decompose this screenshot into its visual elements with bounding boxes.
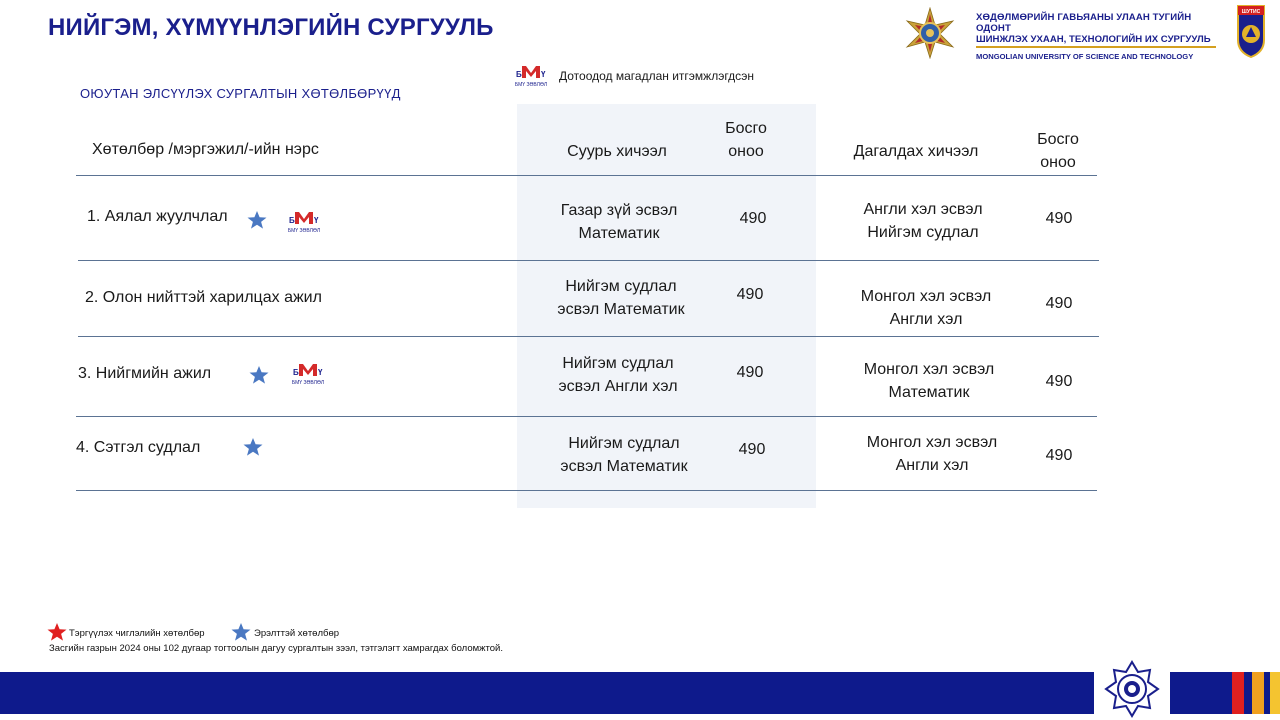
legend-demand-label: Эрэлттэй хөтөлбөр [254, 628, 340, 639]
header-threshold-2-line2: оноо [1040, 154, 1076, 171]
header-threshold-1 [706, 117, 786, 163]
row-1-sec-line2: Нийгэм судлал [867, 224, 979, 241]
row-3-base-line2: эсвэл Англи хэл [558, 378, 678, 395]
row-1-score-1: 490 [739, 210, 767, 227]
row-2-secondary-subject [846, 285, 1006, 331]
row-3-program: 3. Нийгмийн ажил [78, 365, 212, 382]
header-threshold-1-line1: Босго [725, 120, 767, 137]
row-1-base-subject [535, 199, 703, 245]
svg-text:БМҮ ЗӨВЛӨЛ: БМҮ ЗӨВЛӨЛ [291, 380, 325, 386]
row-1-base-line1: Газар зүй эсвэл [560, 202, 678, 219]
header-program: Хөтөлбөр /мэргэжил/-ийн нэрс [92, 141, 319, 158]
svg-text:БМҮ ЗӨВЛӨЛ: БМҮ ЗӨВЛӨЛ [514, 82, 548, 88]
header-base-subject: Суурь хичээл [567, 143, 667, 160]
accreditation-logo-icon [290, 362, 326, 386]
row-4-secondary-subject [852, 431, 1012, 477]
star-blue-icon [249, 365, 269, 385]
order-medal-icon [904, 7, 956, 59]
footer-stripe-red [1232, 672, 1244, 714]
footer-note: Засгийн газрын 2024 оны 102 дугаар тогтоолын дагуу сургалтын зээл, тэтгэлэгт хамрагдах боломжтой. [49, 643, 503, 654]
university-name-line2: ШИНЖЛЭХ УХААН, ТЕХНОЛОГИЙН ИХ СУРГУУЛЬ [976, 34, 1211, 45]
row-3-score-1: 490 [736, 364, 764, 381]
row-4-base-line2: эсвэл Математик [560, 458, 688, 475]
row-3-score-2: 490 [1045, 373, 1073, 390]
footer-bar [0, 672, 1280, 714]
svg-text:Ү: Ү [318, 368, 323, 377]
row-1-secondary-subject [843, 198, 1003, 244]
svg-text:Ү: Ү [541, 70, 546, 79]
row-4-sec-line2: Англи хэл [895, 457, 969, 474]
accreditation-logo-icon [513, 64, 549, 88]
svg-text:Б: Б [293, 368, 299, 377]
table-divider [76, 175, 1097, 176]
footer-stripe-yellow [1270, 672, 1280, 714]
table-divider [76, 490, 1097, 491]
row-4-base-line1: Нийгэм судлал [568, 435, 680, 452]
legend-priority-label: Тэргүүлэх чиглэлийн хөтөлбөр [69, 628, 205, 639]
row-2-base-subject [537, 275, 705, 321]
svg-text:БМҮ ЗӨВЛӨЛ: БМҮ ЗӨВЛӨЛ [287, 228, 321, 234]
svg-text:Ү: Ү [314, 216, 319, 225]
row-4-score-2: 490 [1045, 447, 1073, 464]
section-subtitle: ОЮУТАН ЭЛСҮҮЛЭХ СУРГАЛТЫН ХӨТӨЛБӨРҮҮД [80, 86, 401, 101]
page-title: НИЙГЭМ, ХҮМҮҮНЛЭГИЙН СУРГУУЛЬ [48, 14, 494, 41]
row-3-base-line1: Нийгэм судлал [562, 355, 674, 372]
row-2-base-line2: эсвэл Математик [557, 301, 685, 318]
footer-emblem-icon [1104, 660, 1160, 718]
row-2-sec-line1: Монгол хэл эсвэл [860, 288, 992, 305]
row-4-sec-line1: Монгол хэл эсвэл [866, 434, 998, 451]
row-4-program: 4. Сэтгэл судлал [76, 439, 201, 456]
row-2-base-line1: Нийгэм судлал [565, 278, 677, 295]
row-2-score-1: 490 [736, 286, 764, 303]
header-threshold-2-line1: Босго [1037, 131, 1079, 148]
row-2-score-2: 490 [1045, 295, 1073, 312]
star-blue-icon [231, 622, 251, 642]
university-shield-icon [1236, 4, 1266, 58]
row-4-score-1: 490 [738, 441, 766, 458]
row-2-program: 2. Олон нийттэй харилцах ажил [85, 289, 322, 306]
university-name-english: MONGOLIAN UNIVERSITY OF SCIENCE AND TECHNOLOGY [976, 52, 1194, 61]
header-threshold-2 [1018, 128, 1098, 174]
star-red-icon [47, 622, 67, 642]
footer-stripe-orange [1252, 672, 1264, 714]
row-1-program: 1. Аялал жуулчлал [87, 208, 228, 225]
row-3-sec-line2: Математик [888, 384, 970, 401]
legend-accredited [513, 64, 754, 88]
accreditation-logo-icon [286, 210, 322, 234]
star-blue-icon [243, 437, 263, 457]
row-3-sec-line1: Монгол хэл эсвэл [863, 361, 995, 378]
row-1-base-line2: Математик [578, 225, 660, 242]
row-3-secondary-subject [849, 358, 1009, 404]
table-divider [76, 416, 1097, 417]
university-name-line1: ХӨДӨЛМӨРИЙН ГАВЬЯАНЫ УЛААН ТУГИЙН ОДОНТ [976, 12, 1192, 34]
svg-text:Б: Б [289, 216, 295, 225]
header-secondary-subject: Дагалдах хичээл [853, 143, 979, 160]
row-1-score-2: 490 [1045, 210, 1073, 227]
svg-text:Б: Б [516, 70, 522, 79]
header-threshold-1-line2: оноо [728, 143, 764, 160]
row-4-base-subject [540, 432, 708, 478]
shield-badge-text: ШУТИС [1241, 9, 1261, 15]
row-1-sec-line1: Англи хэл эсвэл [863, 201, 983, 218]
star-blue-icon [247, 210, 267, 230]
table-divider [78, 336, 1099, 337]
legend-accredited-label: Дотоодод магадлан итгэмжлэгдсэн [559, 69, 755, 83]
row-3-base-subject [534, 352, 702, 398]
table-divider [78, 260, 1099, 261]
university-name [976, 12, 1226, 63]
row-2-sec-line2: Англи хэл [889, 311, 963, 328]
